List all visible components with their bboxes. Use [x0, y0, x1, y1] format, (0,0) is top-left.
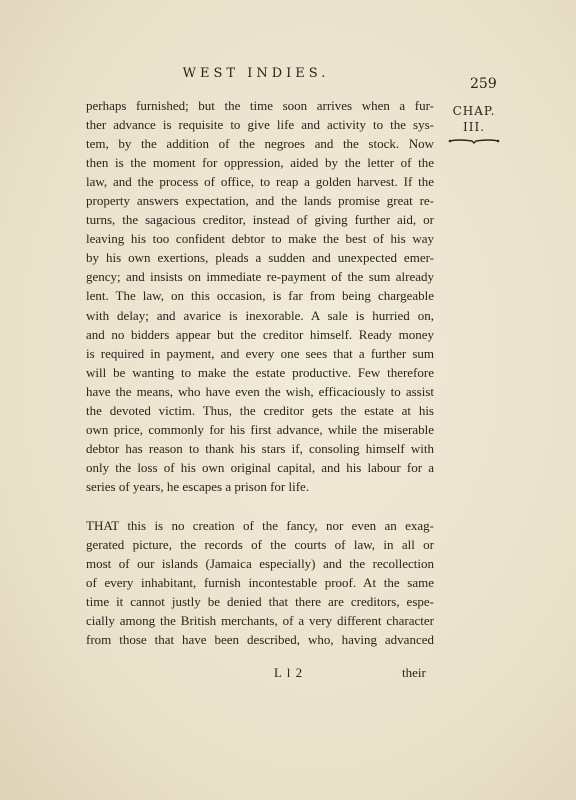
catchword: their	[402, 665, 426, 680]
text-line: ther advance is requisite to give life and activity to the sys-	[86, 117, 434, 133]
text-line: law, and the process of office, to reap a golden harvest. If the	[86, 174, 434, 190]
text-line: only the loss of his own original capital, and his labour for a	[86, 459, 434, 475]
text-line: with delay; and avarice is inexorable. A sale is hurried on,	[86, 307, 434, 323]
text-line: tem, by the addition of the negroes and the stock. Now	[86, 136, 434, 152]
text-line: own price, commonly for his first advance, while the miserable	[86, 421, 434, 437]
paragraph	[86, 96, 434, 496]
running-head: WEST INDIES.	[182, 66, 330, 81]
text-line: have the means, who have even the wish, efficaciously to assist	[86, 383, 434, 399]
text-line: property answers expectation, and the lands promise great re-	[86, 193, 434, 209]
text-line: perhaps furnished; but the time soon arrives when a fur-	[86, 98, 434, 113]
page-number: 259	[470, 76, 497, 92]
text-line: time it cannot justly be denied that there are creditors, espe-	[86, 594, 434, 610]
chapter-marker	[440, 103, 508, 145]
ornamental-rule	[448, 137, 500, 145]
text-line: THAT this is no creation of the fancy, nor even an exag-	[86, 517, 434, 533]
text-line: is required in payment, and every one sees that a further sum	[86, 345, 434, 361]
paragraph	[86, 516, 434, 649]
text-line: turns, the sagacious creditor, instead of giving further aid, or	[86, 212, 434, 228]
text-line: debtor has reason to thank his stars if, consoling himself with	[86, 440, 434, 456]
text-line: gerated picture, the records of the courts of law, in all or	[86, 537, 434, 553]
text-line: of every inhabitant, furnish incontestable proof. At the same	[86, 575, 434, 591]
chapter-label: CHAP.	[452, 104, 496, 118]
text-line: cially among the British merchants, of a very different character	[86, 613, 434, 629]
text-line: from those that have been described, who, having advanced	[86, 632, 434, 648]
text-line: lent. The law, on this occasion, is far from being chargeable	[86, 288, 434, 304]
text-line: leaving his too confident debtor to make the best of his way	[86, 231, 434, 247]
text-line: gency; and insists on immediate re-payment of the sum already	[86, 269, 434, 285]
chapter-number: III.	[462, 120, 486, 134]
body-text	[86, 96, 434, 649]
text-line: by his own exertions, pleads a sudden and unexpected emer-	[86, 250, 434, 266]
text-line: will be wanting to make the estate productive. Few therefore	[86, 364, 434, 380]
text-line: and no bidders appear but the creditor himself. Ready money	[86, 326, 434, 342]
text-line: the devoted victim. Thus, the creditor gets the estate at his	[86, 402, 434, 418]
text-line: most of our islands (Jamaica especially) and the recollection	[86, 556, 434, 572]
text-line: then is the moment for oppression, aided by the letter of the	[86, 155, 434, 171]
text-line: series of years, he escapes a prison for life.	[86, 478, 310, 494]
signature-mark: L l 2	[274, 665, 304, 680]
